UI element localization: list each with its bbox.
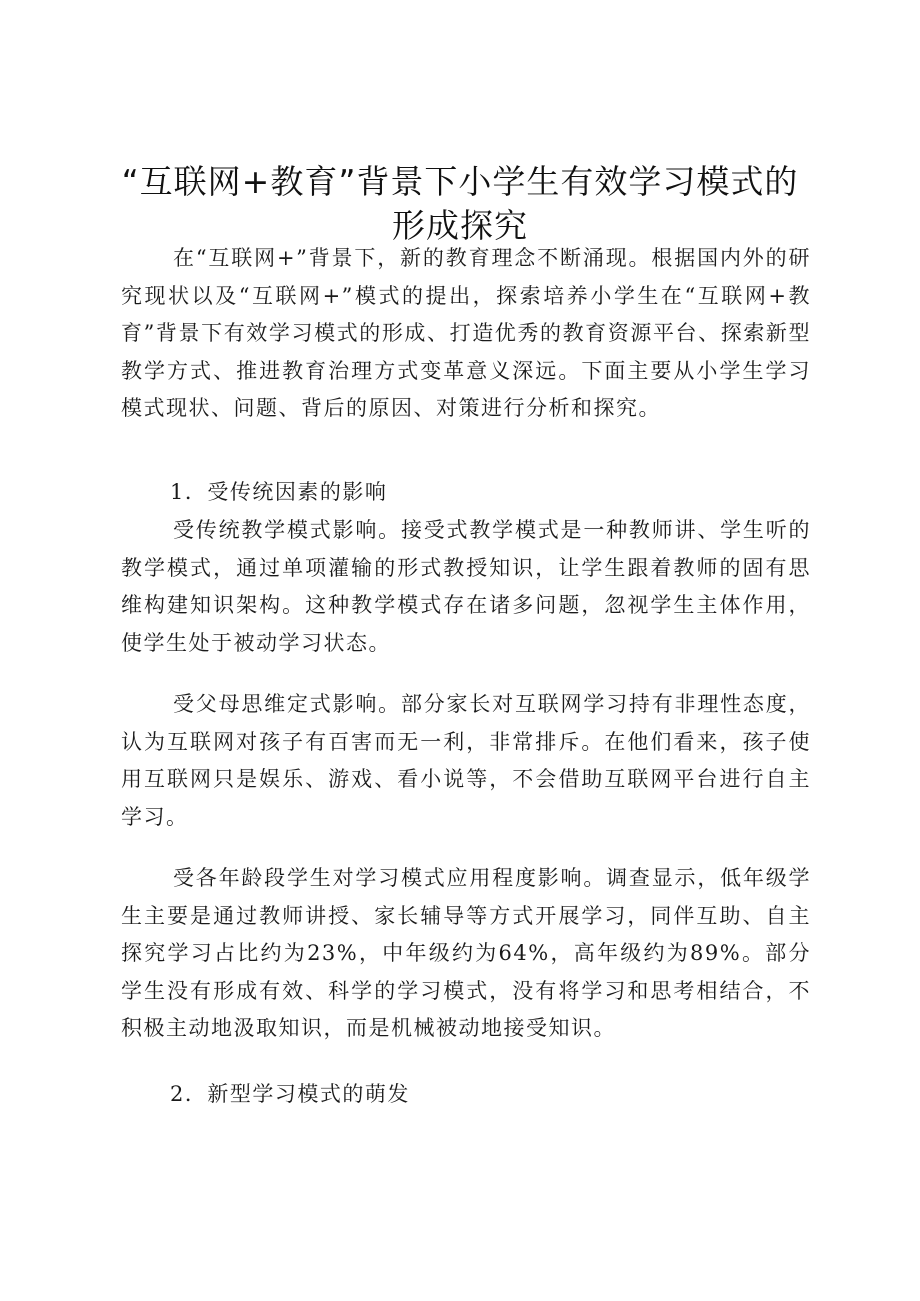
section-1-heading: 1．受传统因素的影响	[170, 480, 388, 504]
document-title-line-2: 形成探究	[392, 206, 528, 245]
document-title-line-1: “互联网+教育”背景下小学生有效学习模式的	[121, 162, 799, 201]
section-1-paragraph-1: 受传统教学模式影响。接受式教学模式是一种教师讲、学生听的教学模式，通过单项灌输的形式教授知识，让学生跟着教师的固有思维构建知识架构。这种教学模式存在诸多问题，忽视学生主体作用，使学生处于被动学习状态。	[121, 518, 811, 655]
section-1-paragraph-2: 受父母思维定式影响。部分家长对互联网学习持有非理性态度，认为互联网对孩子有百害而无一利，非常排斥。在他们看来，孩子使用互联网只是娱乐、游戏、看小说等，不会借助互联网平台进行自主学习。	[121, 692, 811, 829]
section-2-heading: 2．新型学习模式的萌发	[170, 1082, 410, 1106]
section-1-paragraph-3: 受各年龄段学生对学习模式应用程度影响。调查显示，低年级学生主要是通过教师讲授、家长辅导等方式开展学习，同伴互助、自主探究学习占比约为23%，中年级约为64%，高年级约为89%。部分学生没有形成有效、科学的学习模式，没有将学习和思考相结合，不积极主动地汲取知识，而是机械被动地接受知识。	[121, 866, 811, 1040]
intro-paragraph: 在“互联网+”背景下，新的教育理念不断涌现。根据国内外的研究现状以及“互联网+”模式的提出，探索培养小学生在“互联网+教育”背景下有效学习模式的形成、打造优秀的教育资源平台、探索新型教学方式、推进教育治理方式变革意义深远。下面主要从小学生学习模式现状、问题、背后的原因、对策进行分析和探究。	[121, 246, 811, 420]
